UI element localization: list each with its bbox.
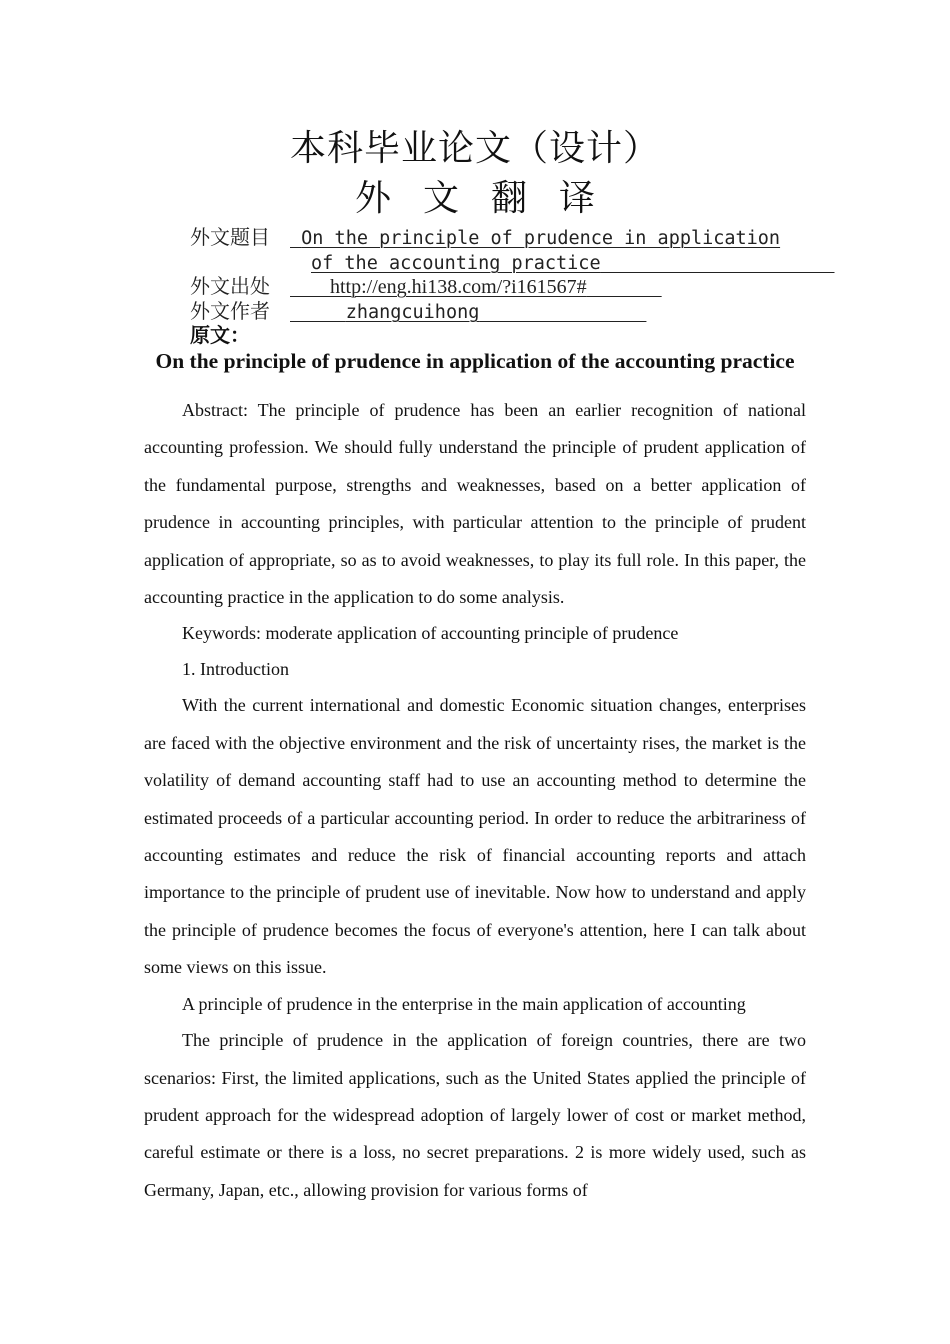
topic-value-line2: of the accounting practice — [311, 253, 601, 274]
document-subtitle — [0, 176, 950, 222]
section-heading: 1. Introduction — [182, 658, 289, 679]
topic-value-line1: On the principle of prudence in application — [301, 228, 781, 249]
subtitle-char: 文 — [422, 178, 459, 219]
source-label: 外文出处 — [190, 274, 270, 298]
meta-topic-row — [190, 225, 780, 251]
body-paragraph: A principle of prudence in the enterprise in the main application of accounting — [182, 993, 746, 1014]
original-text-label: 原文： — [190, 323, 250, 347]
subtitle-char: 翻 — [491, 178, 528, 219]
keywords-paragraph: Keywords: moderate application of accounting principle of prudence — [182, 623, 679, 644]
abstract-paragraph: Abstract: The principle of prudence has been an earlier recognition of national accounting profession. We should fully understand the principle of prudent application of the fundamental purpose, strengths and weaknesses, based on a better application of prudence in accounting principles, with particular attention to the principle of prudent application of appropriate, so as to avoid weaknesses, to play its full role. In this paper, the accounting practice in the application to do some analysis. — [144, 400, 806, 608]
topic-label: 外文题目 — [190, 225, 270, 249]
source-value: http://eng.hi138.com/?i161567# — [330, 276, 587, 298]
subtitle-char: 外 — [354, 178, 391, 219]
article-title: On the principle of prudence in application of the accounting practice — [155, 349, 795, 373]
document-title: 本科毕业论文（设计） — [289, 128, 660, 169]
body-paragraph: With the current international and domestic Economic situation changes, enterprises are faced with the objective environment and the risk of uncertainty rises, the market is the volatility of demand accounting staff had to use an accounting method to determine the estimated proceeds of a particular accounting period. In order to reduce the arbitrariness of accounting estimates and reduce the risk of financial accounting reports and attach importance to the principle of prudent use of inevitable. Now how to understand and apply the principle of prudence becomes the focus of everyone's attention, here I can talk about some views on this issue. — [144, 695, 806, 978]
body-paragraph: The principle of prudence in the application of foreign countries, there are two scenarios: First, the limited applications, such as the United States applied the principle of prudent approach for the widespread adoption of largely lower of cost or market method, careful estimate or there is a loss, no secret preparations. 2 is more widely used, such as Germany, Japan, etc., allowing provision for various forms of — [144, 1030, 806, 1200]
meta-source-row — [190, 274, 662, 299]
author-label: 外文作者 — [190, 299, 270, 323]
meta-topic-row-2 — [311, 250, 835, 276]
author-value: zhangcuihong — [345, 302, 480, 323]
article-body — [144, 392, 806, 1209]
meta-author-row — [190, 299, 646, 325]
subtitle-char: 译 — [559, 178, 596, 219]
